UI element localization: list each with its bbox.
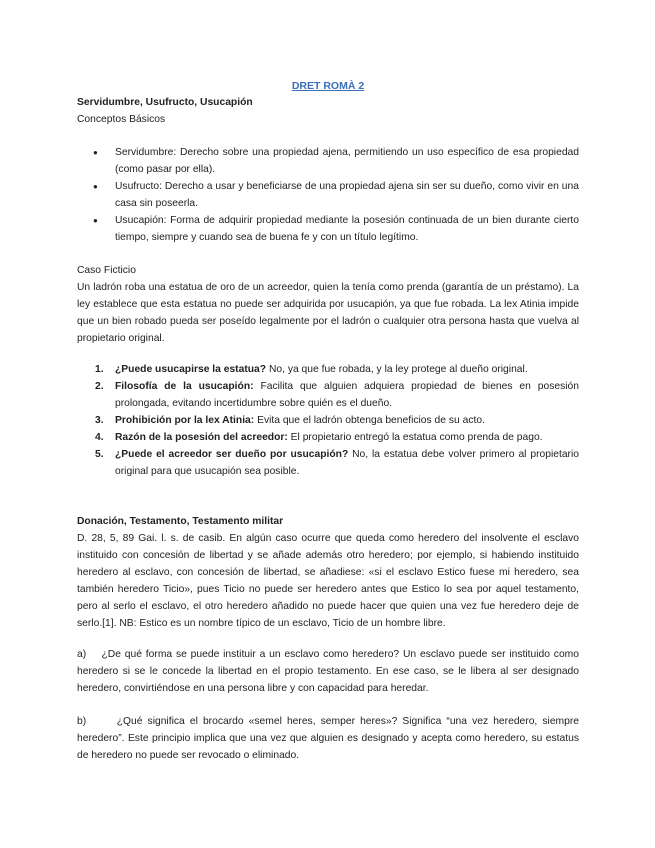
section-heading: Donación, Testamento, Testamento militar — [77, 516, 284, 527]
list-item — [77, 361, 579, 378]
list-item: ● Usucapión: Forma de adquirir propiedad mediante la posesión continuada de un bien durante cierto tiempo, siempre y cuando sea de buena fe y con un título legítimo. — [77, 212, 579, 246]
list-item — [77, 446, 579, 480]
item-number: 3. — [95, 415, 104, 426]
item-number: 4. — [95, 432, 104, 443]
item-question: Filosofía de la usucapión: — [115, 381, 254, 392]
caso-heading: Caso Ficticio — [77, 265, 136, 276]
item-answer: Facilita que alguien adquiera propiedad de bienes en posesión prolongada, evitando incertidumbre sobre quién es el dueño. — [115, 381, 579, 409]
item-question: ¿Puede el acreedor ser dueño por usucapión? — [115, 449, 349, 460]
item-number: 1. — [95, 364, 104, 375]
qa-text: ¿Qué significa el brocardo «semel heres, semper heres»? Significa “una vez heredero, siempre heredero”. Este principio implica que una vez que alguien es designado y acepta como heredero, su estatus de heredero no puede ser revocado o eliminado. — [77, 716, 579, 761]
list-item — [77, 412, 579, 429]
section-servidumbre — [77, 94, 579, 128]
list-item — [77, 378, 579, 412]
caso-text: Un ladrón roba una estatua de oro de un acreedor, quien la tenía como prenda (garantía de un préstamo). La ley establece que esta estatua no puede ser adquirida por usucapión, ya que fue robada. La lex Atinia impide que un bien robado pueda ser poseído legalmente por el ladrón o cualquier otra persona hasta que vuelva al propietario original. — [77, 282, 579, 344]
item-answer: Evita que el ladrón obtenga beneficios de su acto. — [254, 415, 485, 426]
item-answer: No, la estatua debe volver primero al propietario original para que usucapión sea posible. — [115, 449, 580, 477]
item-question: ¿Puede usucapirse la estatua? — [115, 364, 267, 375]
section-heading: Servidumbre, Usufructo, Usucapión — [77, 97, 253, 108]
caso-questions — [77, 361, 579, 480]
item-question: Razón de la posesión del acreedor: — [115, 432, 288, 443]
question-b — [77, 713, 579, 764]
caso-ficticio — [77, 262, 579, 347]
item-answer: El propietario entregó la estatua como prenda de pago. — [287, 432, 543, 443]
section-subheading: Conceptos Básicos — [77, 114, 166, 125]
qa-text: ¿De qué forma se puede instituir a un esclavo como heredero? Un esclavo puede ser instituido como heredero si se le concede la libertad en el propio testamento. En ese caso, se le libera al ser designado heredero, convirtiéndose en una persona libre y con capacidad para heredar. — [77, 649, 579, 694]
item-number: 2. — [95, 381, 104, 392]
section-text: D. 28, 5, 89 Gai. l. s. de casib. En algún caso ocurre que queda como heredero del insolvente el esclavo instituido con concesión de libertad y se añade además otro heredero; por ejemplo, si habiendo instituido heredero al esclavo, con concesión de libertad, se añadiese: «si el esclavo Estico fuese mi heredero, sea también heredero Ticio», pues Ticio no puede ser heredero antes que Estico lo sea por aquel testamento, pero al serlo el esclavo, el otro heredero añadido no puede hacer que quien una vez fue heredero deje de serlo.[1]. NB: Estico es un nombre típico de un esclavo, Ticio de un hombre libre. — [77, 533, 579, 629]
item-answer: No, ya que fue robada, y la ley protege al dueño original. — [266, 364, 528, 375]
section-donacion — [77, 513, 579, 632]
title-link[interactable]: DRET ROMÀ 2 — [291, 80, 365, 92]
qa-item — [77, 646, 579, 697]
document-title — [77, 78, 579, 95]
qa-label: b) — [77, 716, 87, 727]
item-question: Prohibición por la lex Atinia: — [115, 415, 255, 426]
question-a — [77, 646, 579, 697]
item-number: 5. — [95, 449, 104, 460]
qa-label: a) — [77, 649, 87, 660]
list-item: ● Servidumbre: Derecho sobre una propiedad ajena, permitiendo un uso específico de esa propiedad (como pasar por ella). — [77, 144, 579, 178]
list-item — [77, 429, 579, 446]
list-item: ● Usufructo: Derecho a usar y beneficiarse de una propiedad ajena sin ser su dueño, como vivir en una casa sin poseerla. — [77, 178, 579, 212]
qa-item — [77, 713, 579, 764]
concepts-list — [77, 144, 579, 246]
